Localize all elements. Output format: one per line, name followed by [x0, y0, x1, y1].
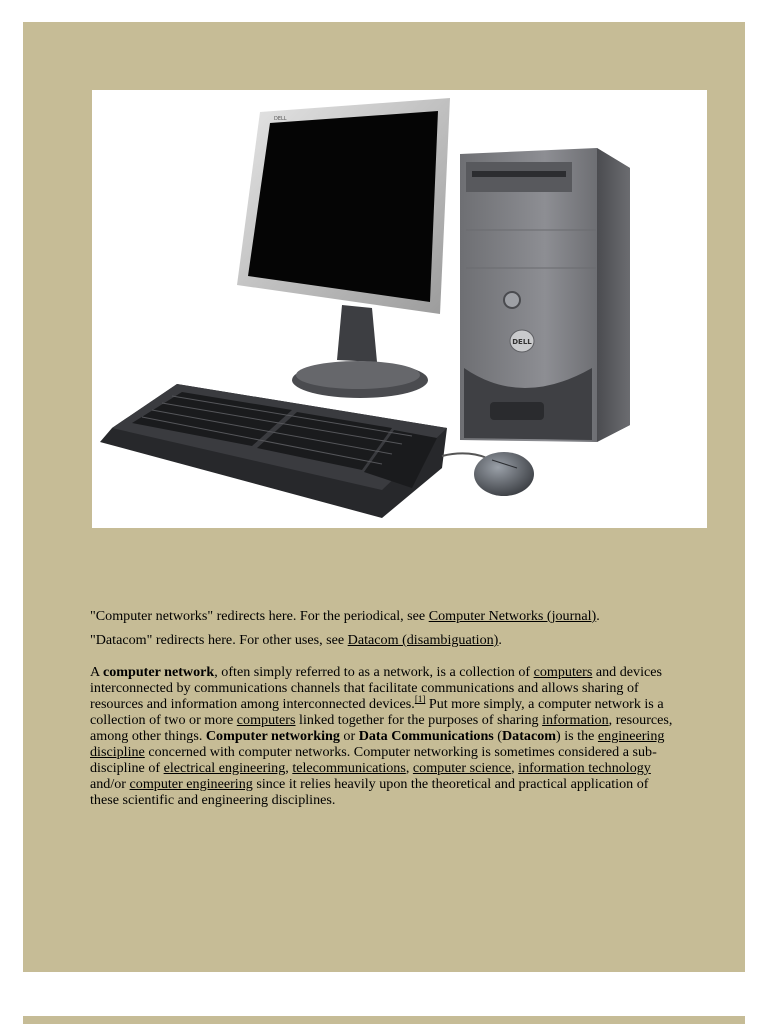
paragraph-text: , — [405, 760, 413, 776]
paragraph-text: and devices interconnected by communications channels that facilitate communications and allows sharing of resources and information among interconnected devices. — [90, 664, 662, 712]
reference-link[interactable]: [1] — [414, 694, 426, 704]
svg-text:DELL: DELL — [512, 338, 532, 346]
paragraph-text: ( — [493, 728, 502, 744]
hatnote-text: . — [498, 632, 502, 648]
paragraph-text: , often simply referred to as a network, is a collection of — [214, 664, 534, 680]
link-electrical-engineering[interactable]: electrical engineering — [163, 760, 286, 776]
link-computer-engineering[interactable]: computer engineering — [129, 776, 253, 792]
term-computer-network: computer network — [102, 664, 215, 680]
paragraph-text: since it relies heavily upon the theoretical and practical application of these scientific and engineering disciplines. — [90, 776, 649, 808]
paragraph-text: A — [90, 664, 103, 680]
paragraph-text: , — [511, 760, 519, 776]
document-page — [23, 22, 745, 972]
desktop-computer-photo — [92, 90, 707, 528]
paragraph-text: and/or — [90, 776, 130, 792]
paragraph-text: linked together for the purposes of sharing — [295, 712, 543, 728]
article-text — [90, 608, 680, 808]
term-datacom: Datacom — [502, 728, 557, 744]
intro-paragraph — [90, 664, 680, 808]
desktop-computer-illustration — [92, 90, 707, 528]
term-data-communications: Data Communications — [358, 728, 494, 744]
link-computers[interactable]: computers — [533, 664, 593, 680]
tower-case — [460, 148, 630, 442]
paragraph-text: , resources, among other things. — [90, 712, 673, 744]
next-page-edge — [23, 1016, 745, 1024]
link-engineering[interactable]: engineering — [597, 728, 665, 744]
paragraph-text: or — [339, 728, 359, 744]
hatnote-datacom — [90, 632, 680, 648]
link-information[interactable]: information — [542, 712, 609, 728]
link-telecommunications[interactable]: telecommunications — [292, 760, 406, 776]
link-datacom-disambiguation[interactable]: Datacom (disambiguation) — [347, 632, 499, 648]
keyboard — [100, 384, 447, 518]
term-computer-networking: Computer networking — [205, 728, 340, 744]
monitor — [237, 98, 450, 398]
hatnote-text: "Datacom" redirects here. For other uses, see — [90, 632, 348, 648]
svg-text:DELL: DELL — [274, 116, 287, 122]
link-discipline[interactable]: discipline — [90, 744, 145, 760]
paragraph-text: , — [285, 760, 293, 776]
paragraph-text: concerned with computer networks. Computer networking is sometimes considered a sub-discipline of — [90, 744, 657, 776]
link-computer-networks-journal[interactable]: Computer Networks (journal) — [428, 608, 597, 624]
link-computer-science[interactable]: computer science — [412, 760, 512, 776]
hatnote-text: . — [596, 608, 600, 624]
hatnote-journal — [90, 608, 680, 624]
paragraph-text: Put more simply, a computer network is a collection of two or more — [90, 696, 664, 728]
link-computers[interactable]: computers — [236, 712, 296, 728]
mouse — [442, 452, 534, 496]
link-information-technology[interactable]: information technology — [518, 760, 651, 776]
hatnote-text: "Computer networks" redirects here. For the periodical, see — [90, 608, 429, 624]
paragraph-text: ) is the — [556, 728, 598, 744]
